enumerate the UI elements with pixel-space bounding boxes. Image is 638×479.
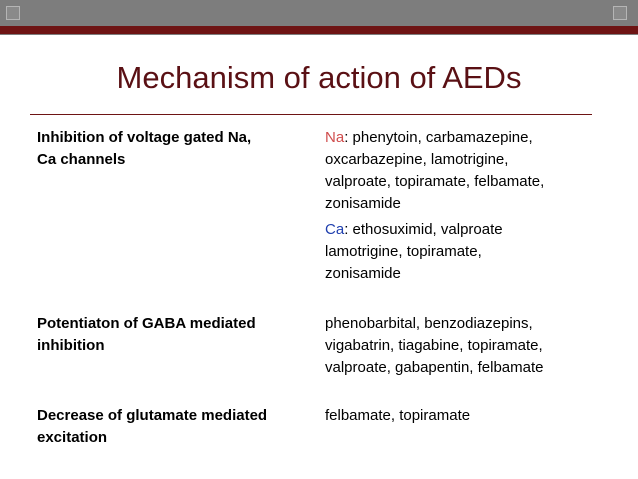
mechanism-line: inhibition <box>37 337 105 354</box>
mechanism-line: Decrease of glutamate mediated <box>37 407 268 424</box>
drug-list <box>325 405 595 427</box>
na-label: Na <box>325 129 345 146</box>
drug-line: zonisamide <box>325 265 401 282</box>
mechanism-label <box>37 127 317 171</box>
drug-list <box>325 313 595 379</box>
mechanism-line: Ca channels <box>37 151 126 168</box>
drug-list <box>325 127 595 285</box>
drug-line: valproate, gabapentin, felbamate <box>325 359 544 376</box>
na-channel-drugs <box>325 127 595 215</box>
drug-line: valproate, topiramate, felbamate, <box>325 173 545 190</box>
mechanism-label <box>37 313 317 357</box>
corner-square-right <box>613 6 627 20</box>
drug-line: : ethosuximid, valproate <box>344 221 503 238</box>
drug-line: zonisamide <box>325 195 401 212</box>
drug-line: phenobarbital, benzodiazepins, <box>325 315 533 332</box>
drug-line: lamotrigine, topiramate, <box>325 243 482 260</box>
drug-line: felbamate, topiramate <box>325 407 471 424</box>
ca-label: Ca <box>325 221 345 238</box>
mechanism-line: Inhibition of voltage gated Na, <box>37 129 252 146</box>
mechanism-label <box>37 405 317 449</box>
ca-channel-drugs <box>325 219 595 285</box>
drug-line: oxcarbazepine, lamotrigine, <box>325 151 509 168</box>
mechanism-line: Potentiaton of GABA mediated <box>37 315 256 332</box>
header-accent-bar <box>0 26 638 34</box>
drug-line: vigabatrin, tiagabine, topiramate, <box>325 337 543 354</box>
corner-square-left <box>6 6 20 20</box>
mechanism-line: excitation <box>37 429 108 446</box>
slide-title: Mechanism of action of AEDs <box>116 60 522 95</box>
title-divider <box>30 114 592 115</box>
drug-line: : phenytoin, carbamazepine, <box>344 129 533 146</box>
